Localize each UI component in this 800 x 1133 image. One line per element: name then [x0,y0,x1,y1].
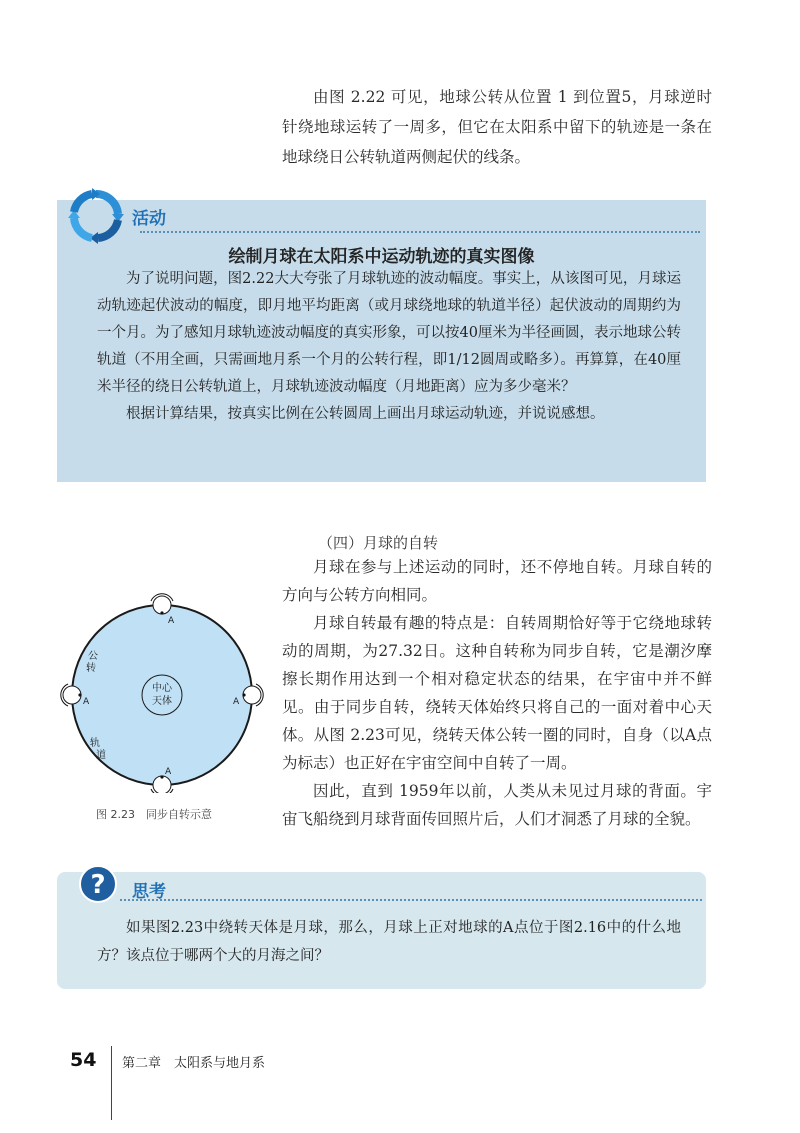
think-text: 如果图2.23中绕转天体是月球，那么，月球上正对地球的A点位于图2.16中的什么地方？该点位于哪两个大的月海之间？ [97,920,681,964]
activity-paragraph: 为了说明问题，图2.22大大夸张了月球轨迹的波动幅度。事实上，从该图可见，月球运动轨迹起伏波动的幅度，即月地平均距离（或月球绕地球的轨道半径）起伏波动的周期约为一个月。为了感知月球轨迹波动幅度的真实形象，可以按40厘米为半径画圆，表示地球公转轨道（不用全画，只需画地月系一个月的公转行程，即1/12圆周或略多）。再算算，在40厘米半径的绕日公转轨道上，月球轨迹波动幅度（月地距离）应为多少毫米？ [97,271,681,395]
orbit-label: 公 [88,651,98,662]
synchronous-rotation-diagram [55,593,270,793]
question-mark-icon [78,864,118,904]
point-a-marker [160,611,163,614]
svg-text:?: ? [90,870,106,900]
figure-caption: 图 2.23 同步自转示意 [96,808,212,821]
satellite-top [153,596,171,614]
section-body [282,553,712,833]
think-body [97,914,681,970]
activity-divider [140,231,700,233]
center-label-line1: 中心 [152,683,172,694]
section-paragraph: 月球自转最有趣的特点是：自转周期恰好等于它绕地球转动的周期，为27.32日。这种自转称为同步自转，它是潮汐摩擦长期作用达到一个相对稳定状态的结果，在宇宙中并不鲜见。由于同步自转，绕转天体始终只将自己的一面对着中心天体。从图 2.23可见，绕转天体公转一圈的同时，自身（以A点为标志）也正好在宇宙空间中自转了一周。 [282,614,712,772]
section-paragraph: 因此，直到 1959年以前，人类从未见过月球的背面。宇宙飞船绕到月球背面传回照片后，人们才洞悉了月球的全貌。 [282,782,712,828]
intro-text: 由图 2.22 可见，地球公转从位置 1 到位置5，月球逆时针绕地球运转了一周多，但它在太阳系中留下的轨迹是一条在地球绕日公转轨道两侧起伏的线条。 [282,88,712,166]
intro-paragraph [282,82,712,172]
orbit-label: 轨 [90,738,100,749]
satellite-right [243,686,261,704]
point-a-label: A [165,767,172,777]
page-number: 54 [70,1049,97,1071]
activity-body [97,266,681,428]
orbit-label: 道 [96,750,106,761]
think-label: 思考 [132,882,166,902]
activity-title: 绘制月球在太阳系中运动轨迹的真实图像 [228,247,535,267]
point-a-marker [160,775,163,778]
think-divider [120,899,702,901]
footer-divider [111,1046,112,1120]
center-label-line2: 天体 [152,696,172,707]
activity-label: 活动 [132,209,166,229]
point-a-label: A [168,616,175,626]
activity-paragraph: 根据计算结果，按真实比例在公转圆周上画出月球运动轨迹，并说说感想。 [126,406,605,422]
point-a-label: A [83,697,90,707]
satellite-left [63,686,81,704]
section-heading: （四）月球的自转 [318,534,439,552]
point-a-marker [242,693,245,696]
orbit-label: 转 [86,663,96,674]
section-paragraph: 月球在参与上述运动的同时，还不停地自转。月球自转的方向与公转方向相同。 [282,558,712,604]
chapter-label: 第二章 太阳系与地月系 [122,1056,266,1071]
point-a-label: A [233,697,240,707]
cycle-arrows-icon [66,188,126,244]
central-body [142,675,182,715]
point-a-marker [78,693,81,696]
